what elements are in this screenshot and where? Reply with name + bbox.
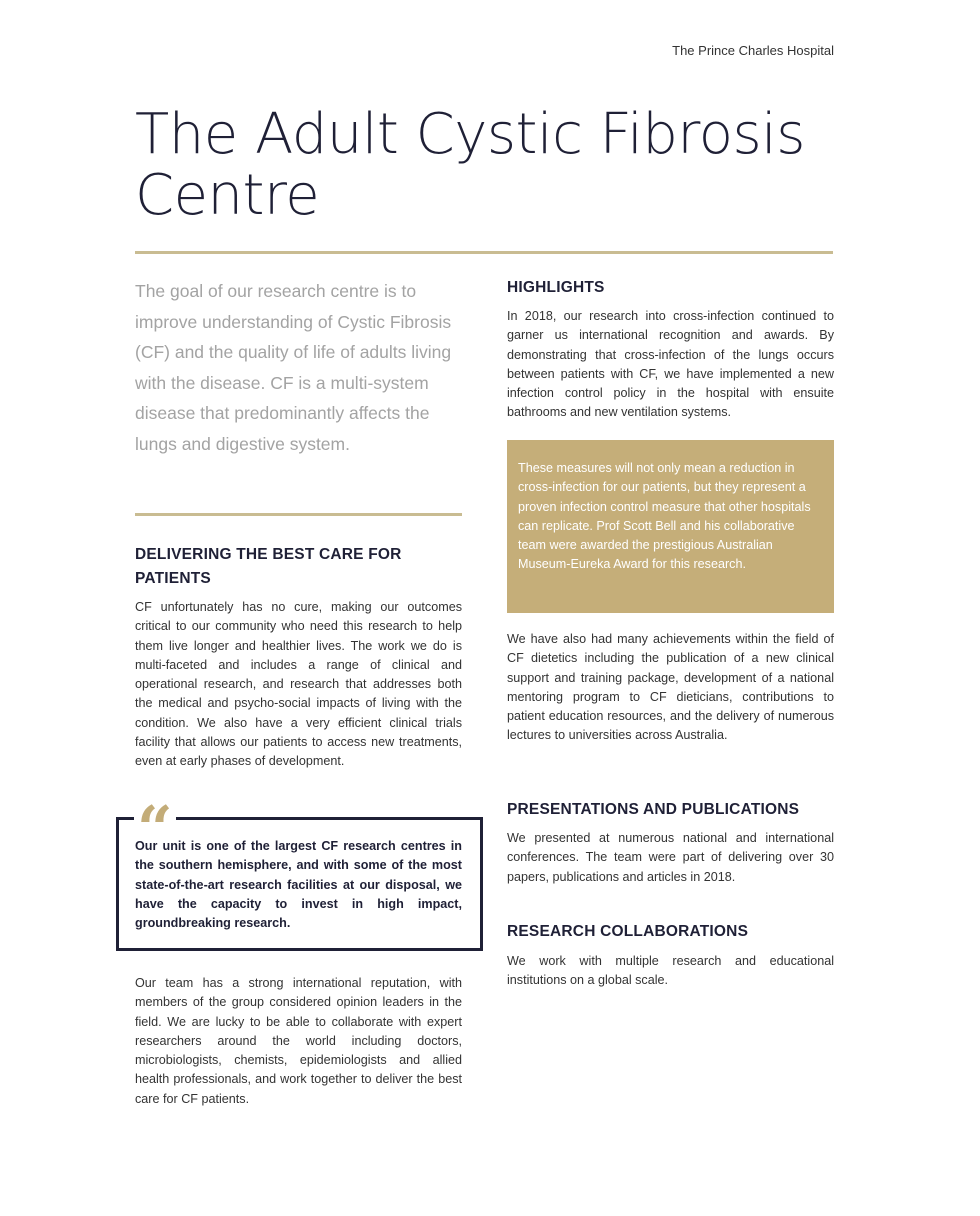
intro-divider	[135, 513, 462, 516]
header-org-name: The Prince Charles Hospital	[672, 43, 834, 58]
intro-text: The goal of our research centre is to improve understanding of Cystic Fibrosis (CF) and the quality of life of adults living with the disease. CF is a multi-system disease that predominantly affects the lungs and digestive system.	[135, 281, 452, 454]
callout-text: These measures will not only mean a reduction in cross-infection for our patients, but they represent a proven infection control measure that other hospitals can replicate. Prof Scott Bell and his collaborative team were awarded the prestigious Australian Museum-Eureka Award for this research.	[518, 461, 811, 572]
highlights-body-2: We have also had many achievements within the field of CF dietetics including the publication of a new clinical support and training package, development of a national mentoring program to CF dieticians, contributions to patient education resources, and the delivery of numerous lectures to universities across Australia.	[507, 632, 834, 743]
presentations-body: We presented at numerous national and international conferences. The team were part of delivering over 30 papers, publications and articles in 2018.	[507, 831, 834, 884]
highlights-body: In 2018, our research into cross-infection continued to garner us international recognition and awards. By demonstrating that cross-infection of the lungs occurs between patients with CF, we have implemented a new infection control policy in the hospital with ensuite bathrooms and new ventilation systems.	[507, 309, 834, 420]
highlights-heading: HIGHLIGHTS	[507, 279, 605, 296]
page-title: The Adult Cystic Fibrosis Centre	[135, 102, 805, 228]
team-text: Our team has a strong international reputation, with members of the group considered opinion leaders in the field. We are lucky to be able to collaborate with expert researchers around the world including doctors, microbiologists, chemists, epidemiologists and allied health professionals, and work together to deliver the best care for CF patients.	[135, 976, 462, 1106]
collaborations-body: We work with multiple research and educational institutions on a global scale.	[507, 954, 834, 988]
delivering-heading: DELIVERING THE BEST CARE FOR PATIENTS	[135, 546, 402, 587]
delivering-body: CF unfortunately has no cure, making our outcomes critical to our community who need this research to help them live longer and healthier lives. The work we do is multi-faceted and includes a range of clinical and operational research, and research that addresses both the medical and psycho-social impacts of living with the condition. We also have a very efficient clinical trials facility that allows our patients to access new treatments, even at early phases of development.	[135, 600, 462, 769]
quote-mark-icon: “	[134, 798, 176, 860]
title-divider	[135, 251, 833, 254]
presentations-heading: PRESENTATIONS AND PUBLICATIONS	[507, 801, 800, 818]
collaborations-heading: RESEARCH COLLABORATIONS	[507, 923, 749, 940]
quote-text: Our unit is one of the largest CF research centres in the southern hemisphere, and with some of the most state-of-the-art research facilities at our disposal, we have the capacity to invest in high impact, groundbreaking research.	[135, 839, 462, 931]
